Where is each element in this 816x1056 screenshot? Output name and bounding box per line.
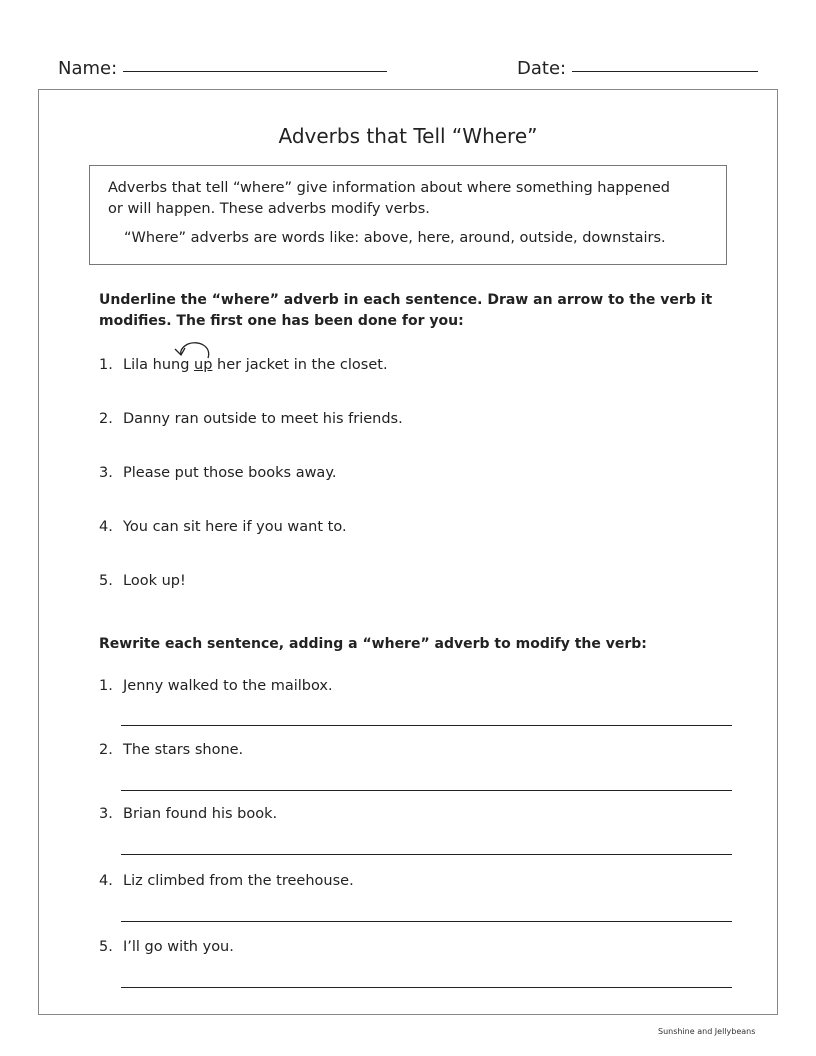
- answer-line-1[interactable]: [121, 725, 732, 726]
- date-field[interactable]: [517, 58, 758, 79]
- sentence-item-3[interactable]: [99, 465, 336, 481]
- section1-instruction-line-2: modifies. The first one has been done for you:: [99, 313, 464, 329]
- footer-credit: Sunshine and Jellybeans: [658, 1027, 756, 1036]
- info-definition: [108, 178, 724, 220]
- section2-instruction: Rewrite each sentence, adding a “where” adverb to modify the verb:: [99, 636, 647, 652]
- worksheet-title: Adverbs that Tell “Where”: [278, 124, 538, 148]
- sentence-text[interactable]: Please put those books away.: [123, 465, 337, 481]
- name-field[interactable]: [58, 58, 387, 79]
- rewrite-item-1: [99, 678, 333, 694]
- item-number: 1.: [99, 678, 113, 694]
- sentence-text[interactable]: Look up!: [123, 573, 186, 589]
- sentence-text[interactable]: You can sit here if you want to.: [123, 519, 347, 535]
- item-number: 3.: [99, 465, 113, 481]
- name-blank-line[interactable]: [123, 70, 387, 72]
- sentence-text[interactable]: Danny ran outside to meet his friends.: [123, 411, 403, 427]
- rewrite-item-5: [99, 939, 234, 955]
- rewrite-item-4: [99, 873, 354, 889]
- sentence-text: I’ll go with you.: [123, 939, 234, 955]
- item-number: 1.: [99, 357, 113, 373]
- info-definition-line-2: or will happen. These adverbs modify verbs.: [108, 201, 430, 217]
- sentence-text: Brian found his book.: [123, 806, 278, 822]
- section1-instruction: [99, 290, 719, 332]
- item-number: 2.: [99, 742, 113, 758]
- section1-instruction-line-1: Underline the “where” adverb in each sentence. Draw an arrow to the verb it: [99, 292, 713, 308]
- info-examples: “Where” adverbs are words like: above, here, around, outside, downstairs.: [124, 230, 666, 246]
- item-number: 2.: [99, 411, 113, 427]
- date-blank-line[interactable]: [572, 70, 758, 72]
- sentence-end: her jacket in the closet.: [212, 357, 388, 373]
- rewrite-item-2: [99, 742, 243, 758]
- name-label: Name:: [58, 58, 118, 79]
- sentence-start: Lila hung: [123, 357, 195, 373]
- answer-line-3[interactable]: [121, 854, 732, 855]
- date-label: Date:: [517, 58, 567, 79]
- item-number: 3.: [99, 806, 113, 822]
- sentence-item-5[interactable]: [99, 573, 186, 589]
- answer-line-4[interactable]: [121, 921, 732, 922]
- item-number: 4.: [99, 519, 113, 535]
- answer-line-2[interactable]: [121, 790, 732, 791]
- answer-line-5[interactable]: [121, 987, 732, 988]
- info-definition-line-1: Adverbs that tell “where” give information about where something happened: [108, 180, 671, 196]
- underlined-adverb: up: [194, 357, 213, 373]
- sentence-text: Jenny walked to the mailbox.: [123, 678, 333, 694]
- sentence-text: Liz climbed from the treehouse.: [123, 873, 354, 889]
- item-number: 4.: [99, 873, 113, 889]
- item-number: 5.: [99, 939, 113, 955]
- sentence-item-4[interactable]: [99, 519, 347, 535]
- sentence-item-2[interactable]: [99, 411, 403, 427]
- rewrite-item-3: [99, 806, 277, 822]
- sentence-text: The stars shone.: [123, 742, 244, 758]
- example-sentence: [99, 357, 388, 373]
- item-number: 5.: [99, 573, 113, 589]
